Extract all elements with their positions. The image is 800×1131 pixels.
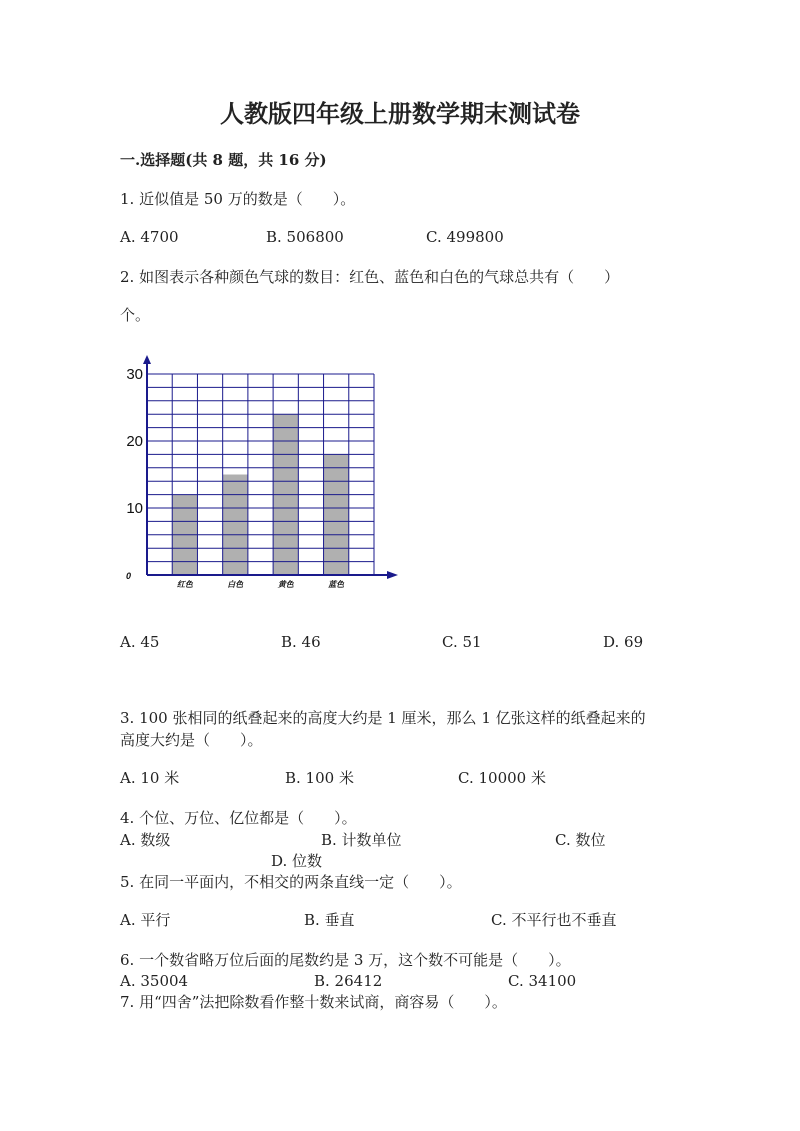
q3-stem: 3. 100 张相同的纸叠起来的高度大约是 1 厘米，那么 1 亿张这样的纸叠起来的 bbox=[120, 709, 646, 727]
q5-option-c: C. 不平行也不垂直 bbox=[491, 911, 617, 929]
balloon-bar-chart bbox=[115, 352, 410, 600]
q1-option-c: C. 499800 bbox=[426, 228, 504, 246]
q4-stem: 4. 个位、万位、亿位都是（ ）。 bbox=[120, 809, 357, 827]
y-tick-label: 20 bbox=[126, 433, 143, 450]
q3-option-b: B. 100 米 bbox=[285, 769, 354, 787]
q4-option-c: C. 数位 bbox=[555, 831, 606, 849]
y-axis-arrow-icon bbox=[143, 355, 151, 364]
q1-option-a: A. 4700 bbox=[120, 228, 179, 246]
q6-option-b: B. 26412 bbox=[314, 972, 383, 990]
x-tick-label: 蓝色 bbox=[328, 580, 345, 589]
q2-stem-continued: 个。 bbox=[120, 306, 151, 324]
q2-option-a: A. 45 bbox=[120, 633, 160, 651]
bar-3 bbox=[324, 454, 349, 575]
q6-stem: 6. 一个数省略万位后面的尾数约是 3 万，这个数不可能是（ ）。 bbox=[120, 951, 571, 969]
q5-option-b: B. 垂直 bbox=[304, 911, 355, 929]
q3-option-c: C. 10000 米 bbox=[458, 769, 546, 787]
q1-stem: 1. 近似值是 50 万的数是（ ）。 bbox=[120, 190, 356, 208]
section-heading: 一.选择题(共 8 题，共 16 分) bbox=[120, 151, 327, 169]
q7-stem: 7. 用“四舍”法把除数看作整十数来试商，商容易（ ）。 bbox=[120, 993, 507, 1011]
q4-option-b: B. 计数单位 bbox=[321, 831, 402, 849]
q1-option-b: B. 506800 bbox=[266, 228, 344, 246]
q4-option-a: A. 数级 bbox=[120, 831, 171, 849]
x-axis-arrow-icon bbox=[387, 571, 398, 579]
q6-option-c: C. 34100 bbox=[508, 972, 577, 990]
q5-option-a: A. 平行 bbox=[120, 911, 171, 929]
x-tick-label: 红色 bbox=[176, 580, 193, 589]
q2-option-d: D. 69 bbox=[603, 633, 644, 651]
q6-option-a: A. 35004 bbox=[120, 972, 189, 990]
bar-1 bbox=[223, 475, 248, 576]
q2-option-c: C. 51 bbox=[442, 633, 482, 651]
q3-stem-continued: 高度大约是（ ）。 bbox=[120, 731, 263, 749]
y-tick-label: 0 bbox=[125, 571, 131, 581]
x-tick-label: 黄色 bbox=[277, 580, 294, 589]
exam-title: 人教版四年级上册数学期末测试卷 bbox=[220, 99, 580, 128]
x-tick-label: 白色 bbox=[227, 580, 244, 589]
y-tick-label: 30 bbox=[126, 366, 143, 383]
q3-option-a: A. 10 米 bbox=[120, 769, 180, 787]
y-tick-label: 10 bbox=[126, 500, 143, 517]
q4-option-d: D. 位数 bbox=[271, 852, 323, 870]
q2-option-b: B. 46 bbox=[281, 633, 321, 651]
q2-stem: 2. 如图表示各种颜色气球的数目：红色、蓝色和白色的气球总共有（ ） bbox=[120, 268, 620, 286]
q5-stem: 5. 在同一平面内，不相交的两条直线一定（ ）。 bbox=[120, 873, 462, 891]
